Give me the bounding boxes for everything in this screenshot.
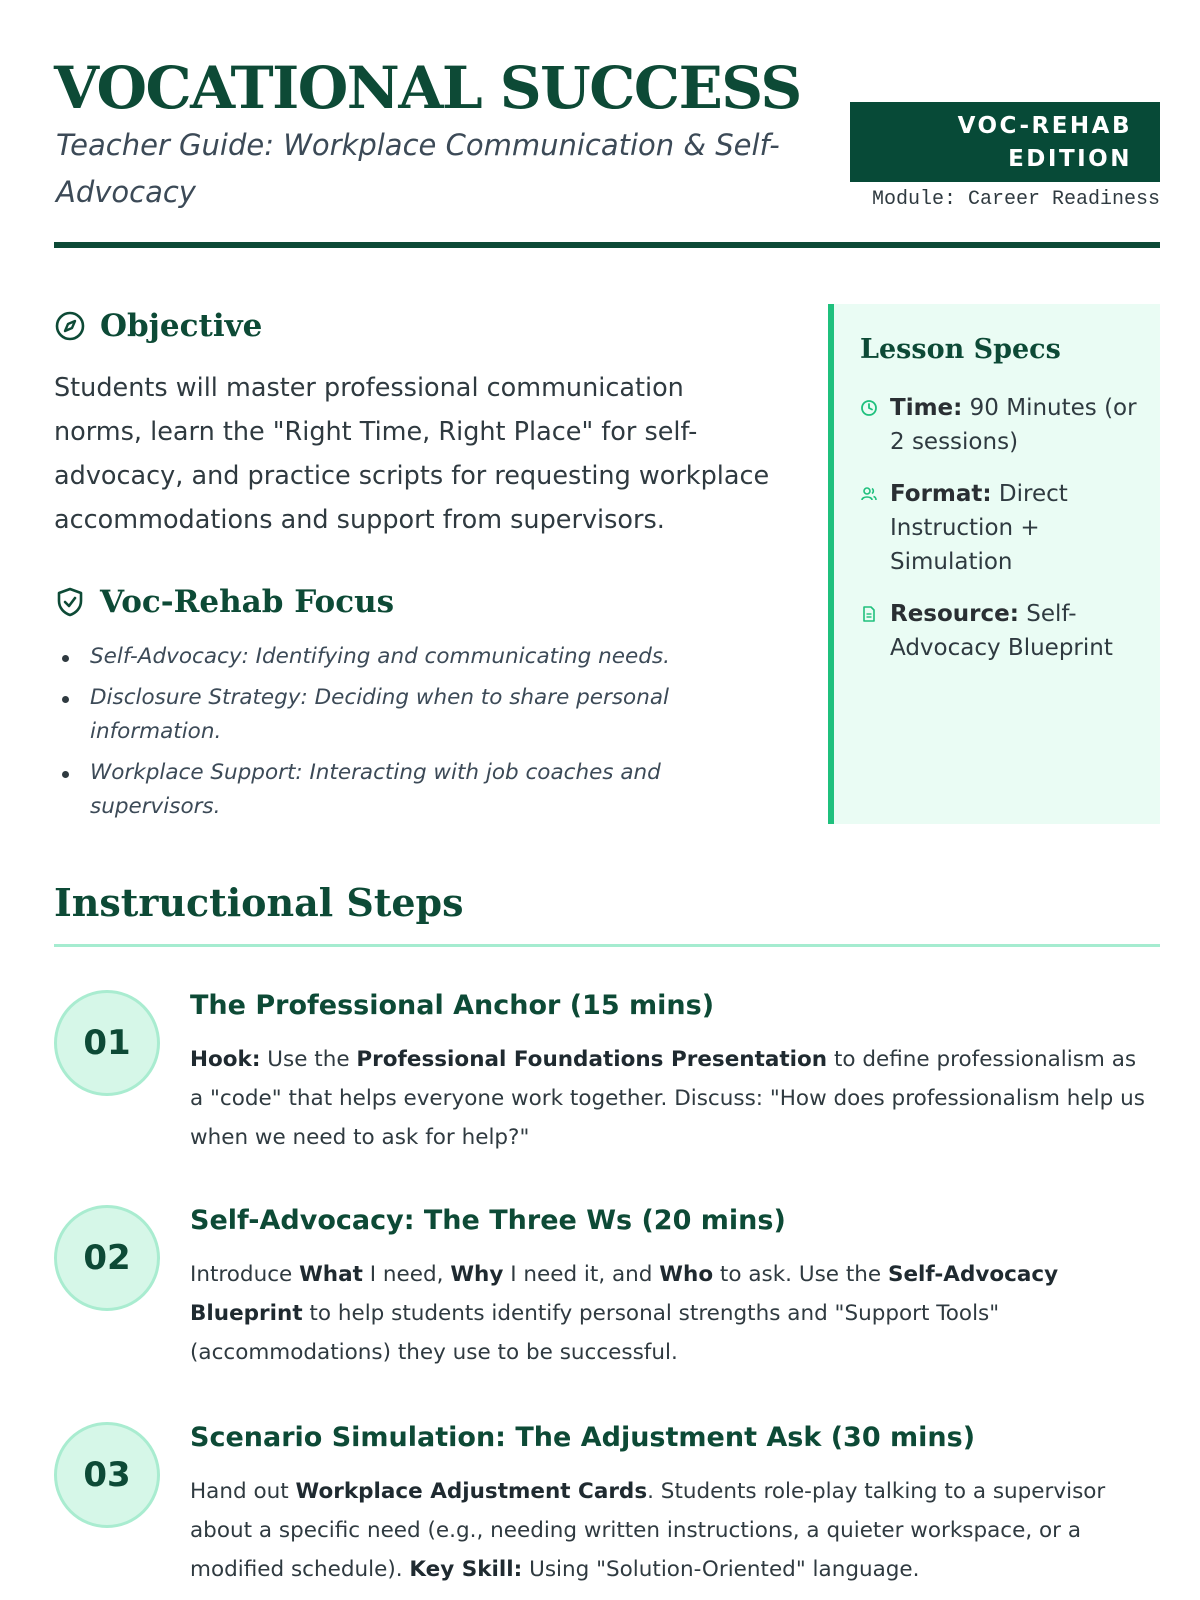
objective-heading-text: Objective: [100, 308, 263, 344]
edition-line-1: VOC-REHAB: [957, 113, 1132, 139]
focus-heading: [54, 584, 394, 620]
spec-format: [860, 477, 1140, 579]
step-body: Hook: Use the Professional Foundations Presentation to define professionalism as a "code" that helps everyone work together. Discuss: "How does professionalism help us when we need to ask for help?": [190, 1047, 1145, 1150]
focus-heading-text: Voc-Rehab Focus: [100, 584, 395, 620]
list-item: Disclosure Strategy: Deciding when to share personal information.: [54, 681, 774, 749]
focus-list: [54, 640, 774, 831]
step-number-badge: 01: [54, 990, 160, 1096]
compass-icon: [54, 310, 86, 342]
file-icon: [860, 605, 878, 623]
step-body: Hand out Workplace Adjustment Cards. Students role-play talking to a supervisor about a specific need (e.g., needing written instructions, a quieter workspace, or a modified schedule). Key Skill: Using "Solution-Oriented" language.: [190, 1479, 1106, 1582]
spec-format-value: Direct Instruction + Simulation: [890, 481, 1068, 575]
step-body: Introduce What I need, Why I need it, and Who to ask. Use the Self-Advocacy Blueprint to help students identify personal strengths and "Support Tools" (accommodations) they use to be successful.: [190, 1262, 1059, 1365]
lesson-specs-title: Lesson Specs: [860, 334, 1061, 365]
module-label: Module: Career Readiness: [871, 188, 1160, 211]
header-divider: [54, 242, 1160, 248]
lesson-specs-panel: [828, 304, 1160, 824]
shield-check-icon: [54, 586, 86, 618]
steps-heading: Instructional Steps: [54, 880, 464, 925]
clock-icon: [860, 399, 878, 417]
step-title: Self-Advocacy: The Three Ws (20 mins): [190, 1205, 786, 1236]
list-item: Workplace Support: Interacting with job coaches and supervisors.: [54, 756, 774, 824]
document-title: VOCATIONAL SUCCESS: [54, 54, 801, 122]
spec-format-label: Format:: [890, 481, 992, 507]
spec-resource-value: Self-Advocacy Blueprint: [890, 601, 1113, 661]
step-number-badge: 03: [54, 1422, 160, 1528]
list-item: Self-Advocacy: Identifying and communicating needs.: [54, 640, 774, 674]
spec-resource: [860, 597, 1140, 665]
teacher-guide-page: [54, 0, 1160, 1600]
step-number-badge: 02: [54, 1205, 160, 1311]
spec-time-value: 90 Minutes (or 2 sessions): [890, 395, 1137, 455]
step-title: The Professional Anchor (15 mins): [190, 990, 715, 1021]
document-subtitle: Teacher Guide: Workplace Communication & Self-Advocacy: [56, 128, 780, 209]
step-title: Scenario Simulation: The Adjustment Ask (30 mins): [190, 1422, 976, 1453]
objective-text: Students will master professional communication norms, learn the "Right Time, Right Place" for self-advocacy, and practice scripts for requesting workplace accommodations and support from supervisors.: [54, 373, 770, 535]
edition-line-2: EDITION: [1008, 146, 1132, 172]
spec-time: [860, 391, 1140, 459]
edition-badge: [850, 102, 1160, 182]
document-header: [54, 56, 1160, 252]
steps-divider: [54, 944, 1160, 947]
spec-resource-label: Resource:: [890, 601, 1019, 627]
spec-time-label: Time:: [890, 395, 963, 421]
objective-heading: [54, 308, 262, 344]
users-icon: [860, 485, 878, 503]
